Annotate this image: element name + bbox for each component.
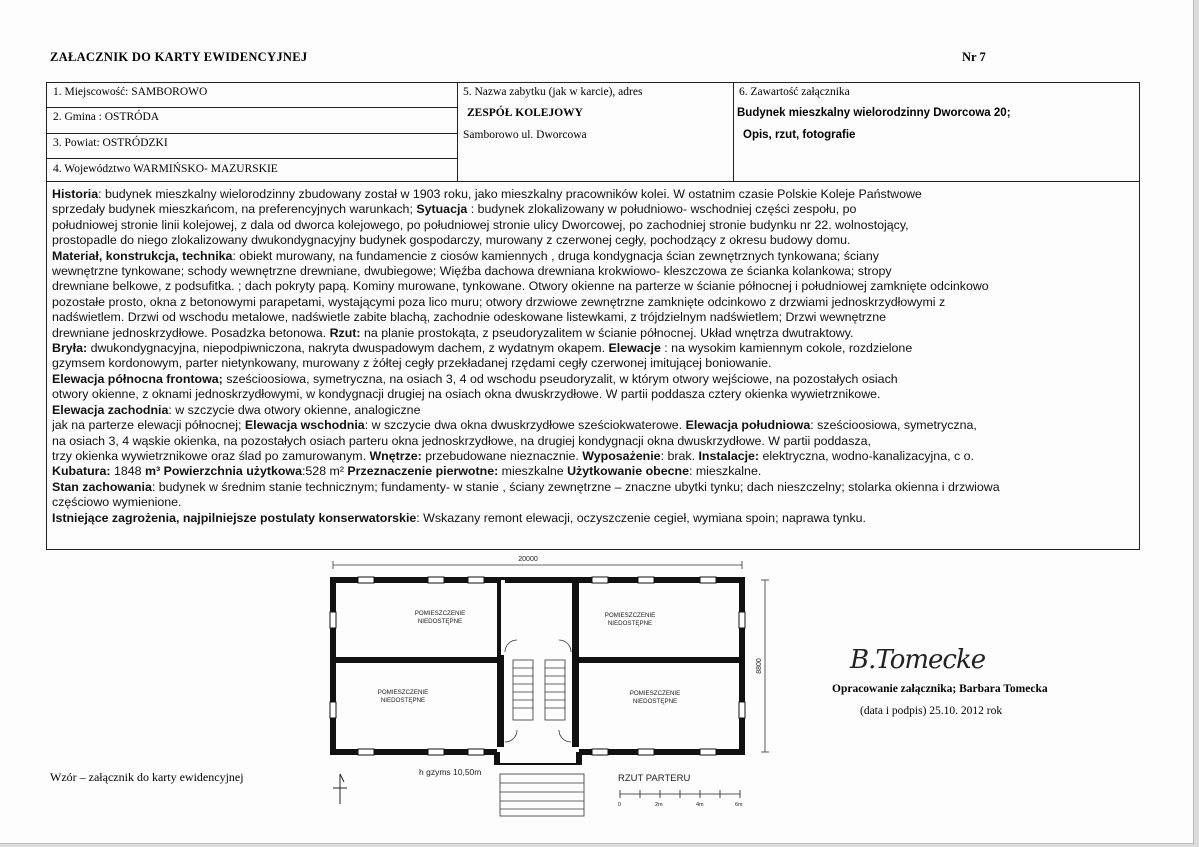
field-adres: Samborowo ul. Dworcowa: [463, 129, 587, 141]
description-text: [52, 187, 1136, 526]
room-label: NIEDOSTĘPNE: [380, 697, 426, 704]
date-and-signature-line: (data i podpis) 25.10. 2012 rok: [860, 705, 1003, 717]
desc-line: prostopadle do niego zlokalizowany dwukondygnacyjny budynek gospodarczy, murowany z czerwonej cegły, pochodzący z okresu budowy domu.: [52, 233, 851, 248]
scale-bar: [620, 790, 740, 798]
field-zawartosc-label: 6. Zawartość załącznika: [739, 86, 850, 98]
desc-line: Bryła: dwukondygnacyjna, niepodpiwniczona, nakryta dwuspadowym dachem, z wydatnym okapem. Elewacje : na wysokim kamiennym cokole, rozdzielone: [52, 341, 913, 356]
desc-line: sprzedały budynek mieszkańcom, na preferencyjnych warunkach; Sytuacja : budynek zlokalizowany w południowo- wschodniej części zespołu, po: [52, 202, 857, 217]
room-label: POMIESZCZENIE: [377, 689, 429, 696]
desc-line: na osiach 3, 4 wąskie okienka, na pozostałych osiach parteru okna jednoskrzydłowe, na drugiej kondygnacji okna dwuskrzydłowe. W partii poddasza,: [52, 433, 871, 448]
room-label: NIEDOSTĘPNE: [632, 698, 678, 705]
entrance-steps: [500, 774, 584, 816]
dimension-width: 20000: [518, 556, 538, 563]
desc-line: Elewacja zachodnia: w szczycie dwa otwory okienne, analogiczne: [52, 402, 421, 417]
field-zawartosc-line1: Budynek mieszkalny wielorodzinny Dworcowa 20;: [737, 107, 1011, 119]
scale-label: 0: [618, 802, 622, 808]
desc-line: południowej stronie linii kolejowej, z dala od dworca kolejowego, po południowej stronie ulicy Dworcowej, po zachodniej stronie budynku nr 22. wolnostojący,: [52, 217, 909, 232]
field-nazwa-value: ZESPÓŁ KOLEJOWY: [467, 107, 583, 119]
table-divider: [47, 158, 457, 159]
prepared-by: Opracowanie załącznika; Barbara Tomecka: [832, 683, 1048, 695]
gzyms-height: h gzyms 10,50m: [419, 767, 482, 777]
desc-line: drewniane jednoskrzydłowe. Posadzka betonowa. Rzut: na planie prostokąta, z pseudoryzalitem w ścianie północnej. Układ wnętrza dwutraktowy.: [52, 325, 854, 340]
template-note: Wzór – załącznik do karty ewidencyjnej: [50, 770, 244, 784]
room-label: NIEDOSTĘPNE: [417, 618, 463, 625]
header-table: [46, 82, 1140, 182]
scale-label: 6m: [735, 802, 743, 808]
room-label: POMIESZCZENIE: [414, 610, 466, 617]
desc-line: Istniejące zagrożenia, najpilniejsze postulaty konserwatorskie: Wskazany remont elewacji, oczyszczenie cegieł, wymiana spoin; naprawa tynku.: [52, 510, 866, 525]
table-divider: [457, 83, 458, 181]
document-number: Nr 7: [962, 50, 986, 64]
table-divider: [47, 133, 457, 134]
desc-line: Elewacja północna frontowa; sześcioosiowa, symetryczna, na osiach 3, 4 od wschodu pseudoryzalit, w którym otwory wejściowe, na pozostałych osiach: [52, 371, 898, 386]
desc-line: gzymsem kordonowym, parter nietynkowany, murowany z żółtej cegły przekładanej rzędami cegły czerwonej imitującej boniowanie.: [52, 356, 772, 371]
scale-label: 2m: [655, 802, 663, 808]
desc-line: Kubatura: 1848 m³ Powierzchnia użytkowa:528 m² Przeznaczenie pierwotne: mieszkalne Użytkowanie obecne: mieszkalne.: [52, 464, 762, 479]
field-wojewodztwo: 4. Województwo WARMIŃSKO- MAZURSKIE: [53, 163, 278, 175]
desc-line: drewniane belkowe, z podsufitka. ; dach pokryty papą. Kominy murowane, tynkowane. Otwory okienne na parterze w ścianie północnej i południowej zamknięte odcinkowo: [52, 279, 989, 294]
desc-line: wewnętrzne tynkowane; schody wewnętrzne drewniane, dwubiegowe; Więźba dachowa drewniana krokwiowo- kleszczowa ze ścianka kolankowa; stropy: [52, 264, 892, 279]
scale-label: 4m: [696, 802, 704, 808]
field-miejscowosc: 1. Miejscowość: SAMBOROWO: [53, 86, 208, 98]
desc-line: częściowo wymienione.: [52, 495, 182, 510]
desc-line: Historia: budynek mieszkalny wielorodzinny zbudowany został w 1903 roku, jako mieszkalny pracowników kolei. W ostatnim czasie Polskie Koleje Państwowe: [52, 187, 922, 201]
room-label: POMIESZCZENIE: [604, 612, 656, 619]
document-title: ZAŁACZNIK DO KARTY EWIDENCYJNEJ: [50, 50, 308, 64]
room-label: NIEDOSTĘPNE: [607, 620, 653, 627]
room-label: POMIESZCZENIE: [629, 690, 681, 697]
dimension-depth: 8800: [756, 658, 763, 674]
floor-plan: [300, 552, 780, 817]
plan-title: RZUT PARTERU: [618, 773, 691, 784]
desc-line: jak na parterze elewacji północnej; Elewacja wschodnia: w szczycie dwa okna dwuskrzydłowe sześciokwaterowe. Elewacja południowa: sześcioosiowa, symetryczna,: [52, 418, 977, 433]
field-zawartosc-line2: Opis, rzut, fotografie: [743, 129, 856, 141]
desc-line: Stan zachowania: budynek w średnim stanie technicznym; fundamenty- w stanie , ściany zewnętrzne – znaczne ubytki tynku; dach nieszczelny; stolarka okienna i drzwiowa: [52, 479, 1000, 494]
field-nazwa-label: 5. Nazwa zabytku (jak w karcie), adres: [463, 86, 643, 98]
table-divider: [733, 83, 734, 181]
handwritten-signature: B.Tomecke: [850, 645, 986, 675]
table-divider: [47, 107, 457, 108]
desc-line: otwory okienne, z oknami jednoskrzydłowymi, w kondygnacji drugiej na osiach okna dwuskrzydłowe. W partii poddasza cztery okienka wywietrznikowe.: [52, 387, 881, 402]
stair-wall: [572, 580, 579, 755]
desc-line: trzy okienka wywietrznikowe oraz ślad po zamurowanym. Wnętrze: przebudowane nieznacznie. Wyposażenie: brak. Instalacje: elektryczna, wodno-kanalizacyjna, c o.: [52, 448, 974, 463]
field-gmina: 2. Gmina : OSTRÓDA: [53, 111, 160, 123]
field-powiat: 3. Powiat: OSTRÓDZKI: [53, 137, 168, 149]
north-arrow-icon: [333, 774, 347, 804]
desc-line: Materiał, konstrukcja, technika: obiekt murowany, na fundamencie z ciosów kamiennych , druga kondygnacja ścian zewnętrznych tynkowana; ściany: [52, 248, 879, 263]
desc-line: pozostałe prosto, okna z betonowymi parapetami, wystającymi poza lico muru; otwory drzwiowe zewnętrzne zamknięte odcinkowo z drzwiami jednoskrzydłowymi z: [52, 294, 946, 309]
desc-line: nadświetlem. Drzwi od wschodu metalowe, nadświetle zabite blachą, zachodnie odeskowane listewkami, z trójdzielnym nadświetlem; Drzwi wewnętrzne: [52, 310, 886, 325]
